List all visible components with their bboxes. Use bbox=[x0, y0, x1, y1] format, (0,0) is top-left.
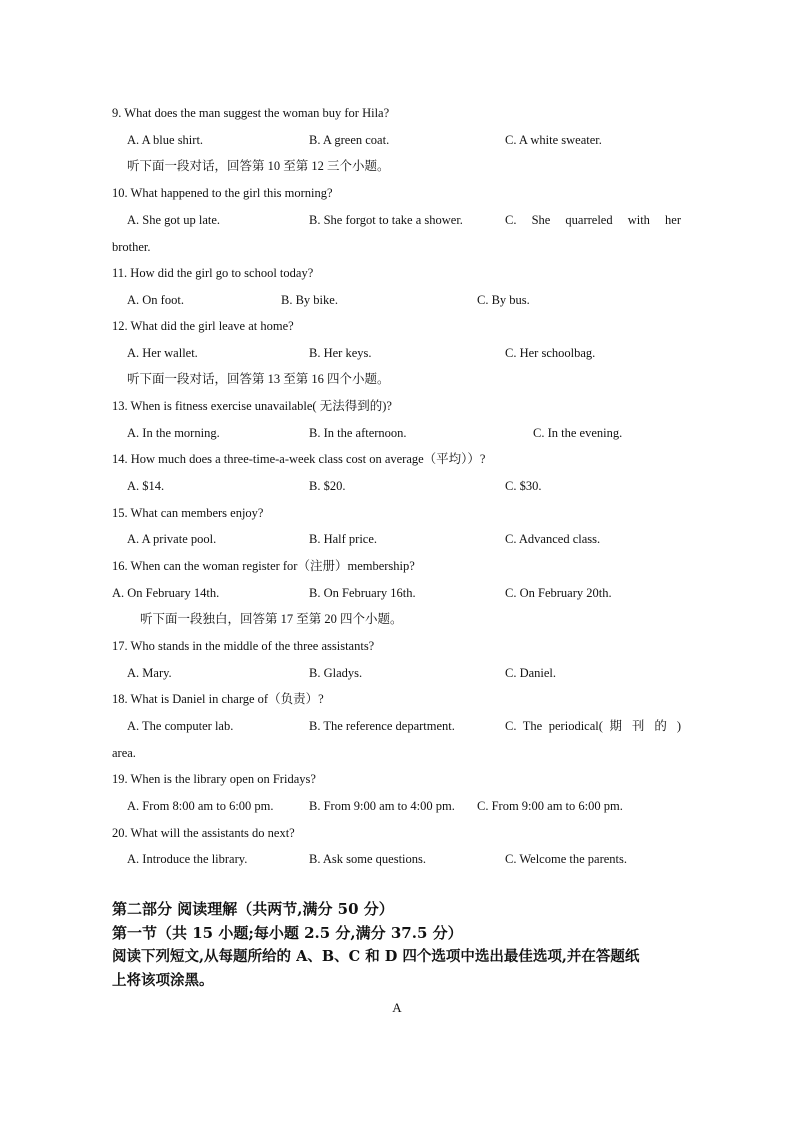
option-a: A. On foot. bbox=[127, 293, 184, 307]
option-c: C. Daniel. bbox=[505, 666, 557, 680]
option-b: B. In the afternoon. bbox=[309, 426, 407, 440]
passage-label: A bbox=[392, 1000, 402, 1015]
option-b: B. From 9:00 am to 4:00 pm. bbox=[309, 799, 455, 813]
option-c: C. $30. bbox=[505, 479, 542, 493]
section1-title: 第一节（共 15 小题;每小题 2.5 分,满分 37.5 分） bbox=[112, 924, 463, 942]
option-a: A. Introduce the library. bbox=[127, 852, 248, 866]
question-text: 19. When is the library open on Fridays? bbox=[112, 772, 316, 786]
option-a: A. Her wallet. bbox=[127, 346, 198, 360]
question-text: 16. When can the woman register for（注册）membership? bbox=[112, 559, 415, 573]
question-text: 15. What can members enjoy? bbox=[112, 506, 264, 520]
question-text: 14. How much does a three-time-a-week class cost on average（平均））? bbox=[112, 452, 486, 466]
option-c: C. Welcome the parents. bbox=[505, 852, 627, 866]
option-a: A. From 8:00 am to 6:00 pm. bbox=[127, 799, 274, 813]
option-b: B. Ask some questions. bbox=[309, 852, 427, 866]
option-a: A. Mary. bbox=[127, 666, 172, 680]
option-b: B. Half price. bbox=[309, 532, 378, 546]
question-text: 9. What does the man suggest the woman buy for Hila? bbox=[112, 106, 390, 120]
option-c: C. Advanced class. bbox=[505, 532, 601, 546]
question-text: 10. What happened to the girl this morning? bbox=[112, 186, 333, 200]
part2-title: 第二部分 阅读理解（共两节,满分 50 分） bbox=[112, 900, 394, 918]
option-b: B. Her keys. bbox=[309, 346, 372, 360]
question-text: 12. What did the girl leave at home? bbox=[112, 319, 294, 333]
option-b: B. The reference department. bbox=[309, 719, 455, 733]
option-c: C. Her schoolbag. bbox=[505, 346, 596, 360]
option-b: B. She forgot to take a shower. bbox=[309, 213, 463, 227]
option-a: A. She got up late. bbox=[127, 213, 221, 227]
option-a: A. The computer lab. bbox=[127, 719, 234, 733]
option-a: A. $14. bbox=[127, 479, 165, 493]
option-c: C. From 9:00 am to 6:00 pm. bbox=[477, 799, 623, 813]
option-a: A. On February 14th. bbox=[112, 586, 220, 600]
option-b: B. By bike. bbox=[281, 293, 338, 307]
option-b: B. $20. bbox=[309, 479, 346, 493]
question-text: 20. What will the assistants do next? bbox=[112, 826, 295, 840]
directions-line-1: 阅读下列短文,从每题所给的 A、B、C 和 D 四个选项中选出最佳选项,并在答题纸 bbox=[112, 948, 640, 965]
option-b: B. On February 16th. bbox=[309, 586, 416, 600]
question-text: 17. Who stands in the middle of the three assistants? bbox=[112, 639, 375, 653]
option-c: C. She quarreled with her bbox=[505, 213, 681, 227]
option-c: C. The periodical( 期 刊 的 ) bbox=[505, 719, 681, 733]
option-a: A. A private pool. bbox=[127, 532, 217, 546]
directions-line-2: 上将该项涂黑。 bbox=[112, 972, 214, 989]
question-text: 13. When is fitness exercise unavailable( 无法得到的)? bbox=[112, 399, 392, 413]
question-text: 11. How did the girl go to school today? bbox=[112, 266, 314, 280]
option-c: C. In the evening. bbox=[533, 426, 623, 440]
option-c: C. On February 20th. bbox=[505, 586, 612, 600]
option-a: A. A blue shirt. bbox=[127, 133, 204, 147]
option-c: C. A white sweater. bbox=[505, 133, 602, 147]
option-b: B. A green coat. bbox=[309, 133, 390, 147]
option-c: C. By bus. bbox=[477, 293, 530, 307]
option-b: B. Gladys. bbox=[309, 666, 363, 680]
option-a: A. In the morning. bbox=[127, 426, 220, 440]
question-text: 18. What is Daniel in charge of（负责）? bbox=[112, 692, 324, 706]
